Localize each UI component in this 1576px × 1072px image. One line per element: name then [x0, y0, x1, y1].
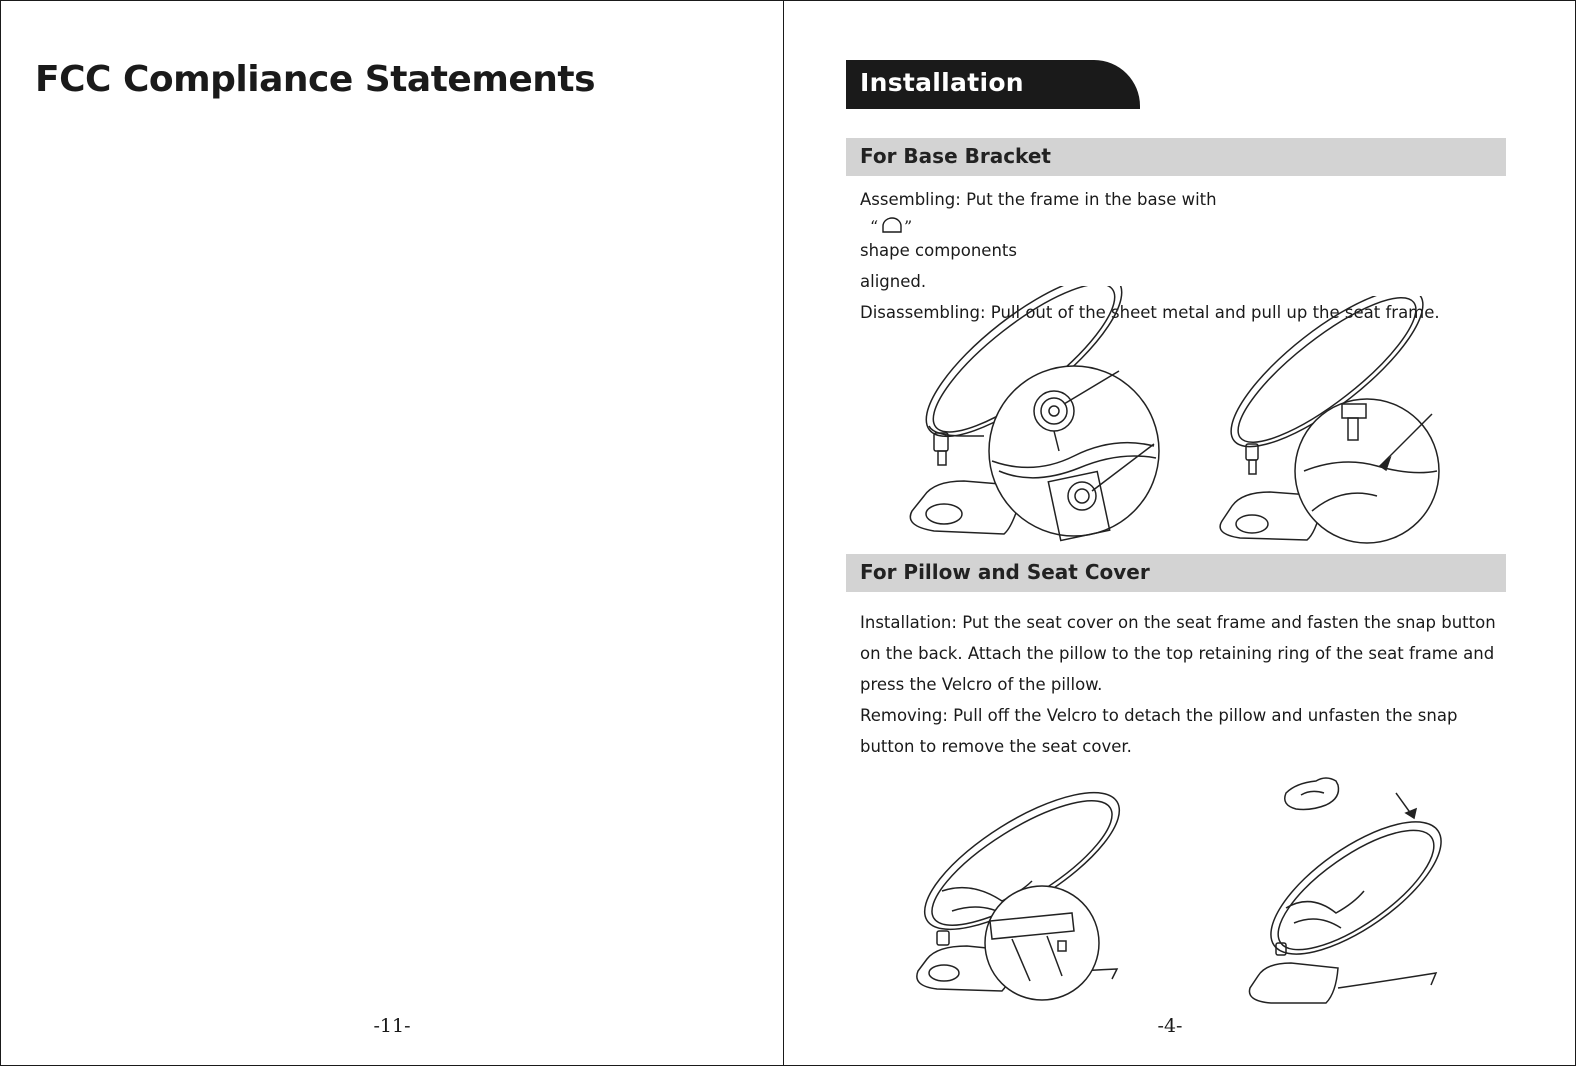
pillow-seat-cover-instructions [860, 607, 1510, 762]
pillow-line-2: on the back. Attach the pillow to the top retaining ring of the seat frame and [860, 644, 1495, 663]
pillow-line-4: Removing: Pull off the Velcro to detach the pillow and unfasten the snap [860, 706, 1458, 725]
pillow-attach-illustration [1246, 773, 1444, 1008]
left-page [0, 0, 784, 1066]
base-bracket-disassembly-illustration [1212, 296, 1452, 551]
pillow-line-5: button to remove the seat cover. [860, 737, 1132, 756]
section-tab-installation: Installation [846, 60, 1140, 109]
seat-cover-installation-illustration [912, 791, 1137, 1006]
assembling-line: Assembling: Put the frame in the base with “ ” shape components [860, 190, 1217, 260]
half-circle-shape-icon [880, 216, 904, 234]
base-bracket-assembly-illustration [904, 286, 1184, 551]
disassembling-line: Disassembling: Pull out of the sheet metal and pull up the seat frame. [860, 303, 1440, 322]
pillow-line-3: press the Velcro of the pillow. [860, 675, 1103, 694]
section-heading-pillow-seat-cover: For Pillow and Seat Cover [846, 554, 1506, 592]
assembling-wrap-line: aligned. [860, 272, 927, 291]
section-heading-base-bracket: For Base Bracket [846, 138, 1506, 176]
page-number: -11- [373, 1015, 411, 1037]
page-number: -4- [1157, 1015, 1183, 1037]
page-title: FCC Compliance Statements [35, 59, 596, 100]
shape-component-symbol: “ ” [870, 217, 913, 236]
right-page [783, 0, 1576, 1066]
pillow-line-1: Installation: Put the seat cover on the seat frame and fasten the snap button [860, 613, 1496, 632]
